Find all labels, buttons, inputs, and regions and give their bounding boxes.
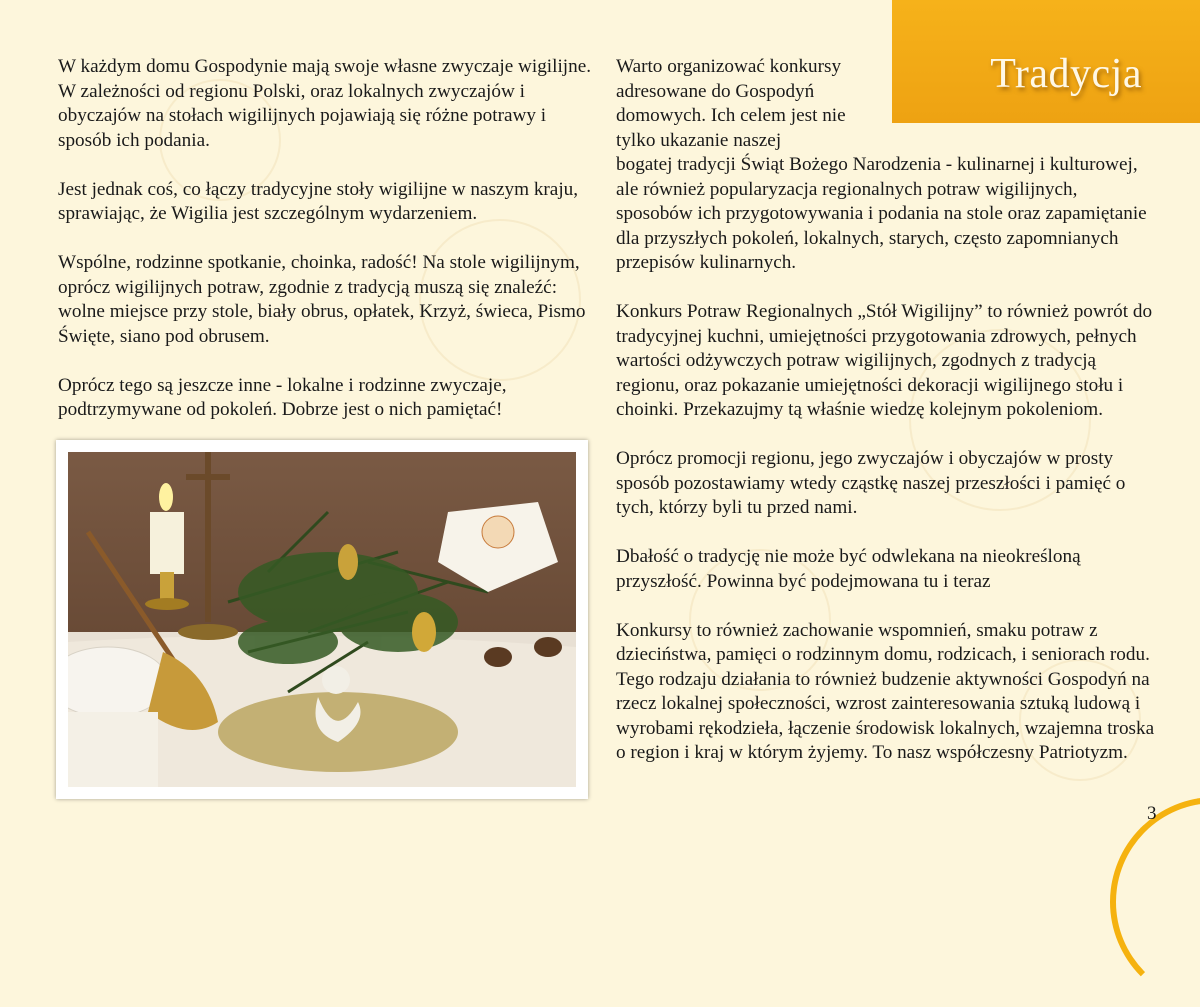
paragraph: Oprócz tego są jeszcze inne - lokalne i rodzinne zwyczaje, podtrzymywane od pokoleń. Dobrze jest o nich pamiętać! <box>58 374 507 420</box>
right-column <box>616 55 1156 790</box>
paragraph: Oprócz promocji regionu, jego zwyczajów i obyczajów w prosty sposób pozostawiamy wtedy cząstkę naszej przeszłości i pamięć o tych, którzy byli tu przed nami. <box>616 448 1126 518</box>
corner-decoration <box>1110 797 1200 1007</box>
paragraph: Wspólne, rodzinne spotkanie, choinka, radość! Na stole wigilijnym, oprócz wigilijnych potraw, zgodnie z tradycją muszą się znaleźć: wolne miejsce przy stole, biały obrus, opłatek, Krzyż, świeca, Pismo Święte, siano pod obrusem. <box>58 252 586 347</box>
page-title: Tradycja <box>990 51 1142 97</box>
paragraph: Dbałość o tradycję nie może być odwlekana na nieokreśloną przyszłość. Powinna być podejmowana tu i teraz <box>616 546 1081 592</box>
paragraph: Konkurs Potraw Regionalnych „Stół Wigilijny” to również powrót do tradycyjnej kuchni, umiejętności przygotowania zdrowych, pełnych wartości odżywczych potraw wigilijnych, zgodnych z tradycją regionu, oraz pokazanie umiejętności dekoracji wigilijnego stołu i choinki. Przekazujmy tą właśnie wiedzę kolejnym pokoleniom. <box>616 301 1153 420</box>
paragraph: Jest jednak coś, co łączy tradycyjne stoły wigilijne w naszym kraju, sprawiając, że Wigilia jest szczególnym wydarzeniem. <box>58 178 579 224</box>
christmas-table-photo <box>68 452 576 787</box>
photo-frame <box>56 440 588 799</box>
page-number: 3 <box>1147 803 1157 824</box>
left-column <box>58 55 598 447</box>
paragraph: W każdym domu Gospodynie mają swoje własne zwyczaje wigilijne. W zależności od regionu Polski, oraz lokalnych zwyczajów i obyczajów na stołach wigilijnych pojawiają się różne potrawy i sposób ich podania. <box>58 56 592 151</box>
paragraph: Konkursy to również zachowanie wspomnień, smaku potraw z dzieciństwa, pamięci o rodzinnym domu, rodzicach, i seniorach rodu. Tego rodzaju działania to również budzenie aktywności Gospodyń na rzecz lokalnej społeczności, wzrost zainteresowania sztuką ludową i wyrobami rękodzieła, łączenie środowisk lokalnych, wzajemna troska o region i kraj w którym żyjemy. To nasz współczesny Patriotyzm. <box>616 619 1155 763</box>
lead-paragraph-continued: bogatej tradycji Świąt Bożego Narodzenia - kulinarnej i kulturowej, ale również popularyzacja regionalnych potraw wigilijnych, sposobów ich przygotowywania i podania na stole oraz zapamiętanie dla przyszłych pokoleń, lokalnych, starych, często zapomnianych przepisów kulinarnych. <box>616 154 1147 273</box>
lead-paragraph: Warto organizować konkursy adresowane do Gospodyń domowych. Ich celem jest nie tylko ukazanie naszej <box>616 56 846 151</box>
